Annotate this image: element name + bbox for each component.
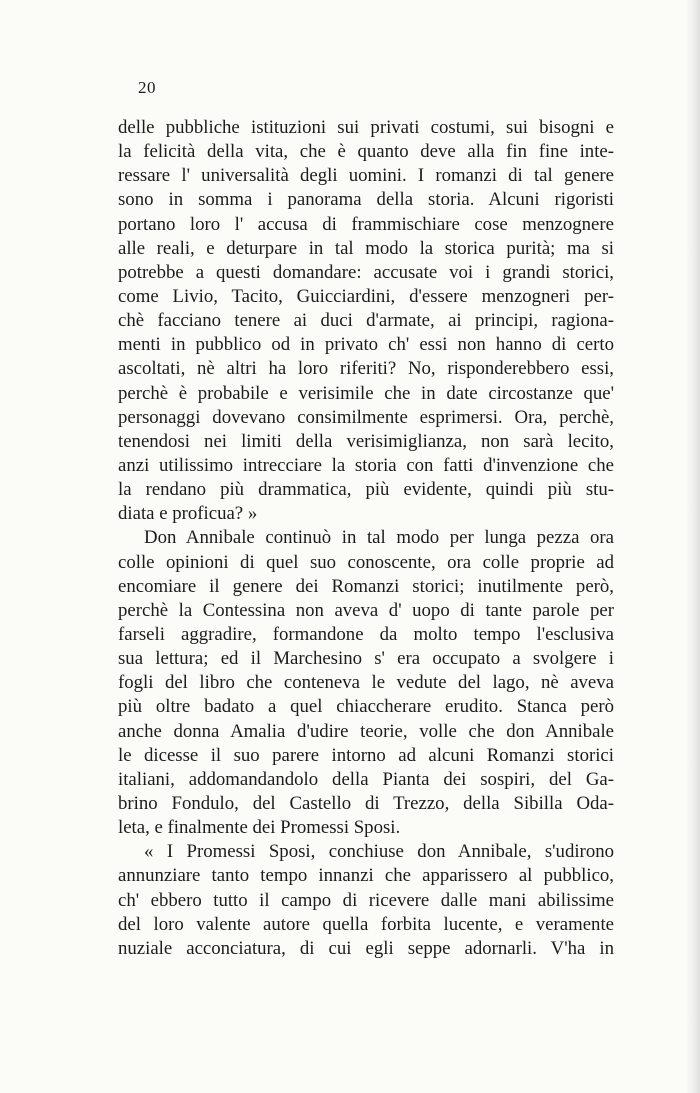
text-line: annunziare tanto tempo innanzi che apparissero al pubblico, [118, 865, 614, 887]
text-line: encomiare il genere dei Romanzi storici; inutilmente però, [118, 575, 614, 597]
paragraph [118, 840, 614, 961]
paragraph [118, 526, 614, 840]
text-line: alle reali, e deturpare in tal modo la storica purità; ma si [118, 237, 614, 259]
text-line: portano loro l' accusa di frammischiare cose menzognere [118, 213, 614, 235]
text-line: diata e proficua? » [118, 503, 258, 525]
text-line: chè facciano tenere ai duci d'armate, ai principi, ragiona- [118, 310, 614, 332]
text-line: la felicità della vita, che è quanto deve alla fin fine inte- [118, 141, 614, 163]
text-line: come Livio, Tacito, Guicciardini, d'essere menzogneri per- [118, 285, 614, 307]
text-line: anzi utilissimo intrecciare la storia con fatti d'invenzione che [118, 454, 614, 476]
text-line: la rendano più drammatica, più evidente, quindi più stu- [118, 479, 614, 501]
page-number: 20 [138, 78, 156, 97]
text-line: sono in somma i panorama della storia. Alcuni rigoristi [118, 189, 614, 211]
text-line: ascoltati, nè altri ha loro riferiti? No, risponderebbero essi, [118, 358, 614, 380]
text-line: menti in pubblico od in privato ch' essi non hanno di certo [118, 334, 614, 356]
text-line: farseli aggradire, formandone da molto tempo l'esclusiva [118, 623, 614, 645]
text-line: più oltre badato a quel chiaccherare erudito. Stanca però [118, 696, 614, 718]
page-edge-shadow [686, 0, 700, 1093]
text-line: anche donna Amalia d'udire teorie, volle che don Annibale [118, 720, 614, 742]
text-line: perchè è probabile e verisimile che in date circostanze que' [118, 382, 614, 404]
text-line: ch' ebbero tutto il campo di ricevere dalle mani abilissime [118, 889, 614, 911]
text-line: perchè la Contessina non aveva d' uopo di tante parole per [118, 599, 614, 621]
text-line: le dicesse il suo parere intorno ad alcuni Romanzi storici [118, 744, 614, 766]
text-line: ressare l' universalità degli uomini. I romanzi di tal genere [118, 165, 614, 187]
text-line: delle pubbliche istituzioni sui privati costumi, sui bisogni e [118, 117, 614, 138]
text-line: Don Annibale continuò in tal modo per lunga pezza ora [144, 527, 614, 549]
text-line: sua lettura; ed il Marchesino s' era occupato a svolgere i [118, 648, 614, 670]
text-line: del loro valente autore quella forbita lucente, e veramente [118, 913, 614, 935]
text-line: personaggi dovevano consimilmente esprimersi. Ora, perchè, [118, 406, 614, 428]
text-line: fogli del libro che conteneva le vedute del lago, nè aveva [118, 672, 614, 694]
text-line: tenendosi nei limiti della verisimiglianza, non sarà lecito, [118, 430, 614, 452]
text-line: italiani, addomandandolo della Pianta dei sospiri, del Ga- [118, 768, 614, 790]
paragraph [118, 116, 614, 526]
text-line: « I Promessi Sposi, conchiuse don Annibale, s'udirono [144, 841, 614, 863]
text-line: nuziale acconciatura, di cui egli seppe adornarli. V'ha in [118, 937, 614, 959]
text-line: potrebbe a questi domandare: accusate voi i grandi storici, [118, 261, 614, 283]
text-line: colle opinioni di quel suo conoscente, ora colle proprie ad [118, 551, 614, 573]
body-text [118, 116, 614, 961]
text-line: brino Fondulo, del Castello di Trezzo, della Sibilla Oda- [118, 792, 614, 814]
text-line: leta, e finalmente dei Promessi Sposi. [118, 817, 401, 839]
